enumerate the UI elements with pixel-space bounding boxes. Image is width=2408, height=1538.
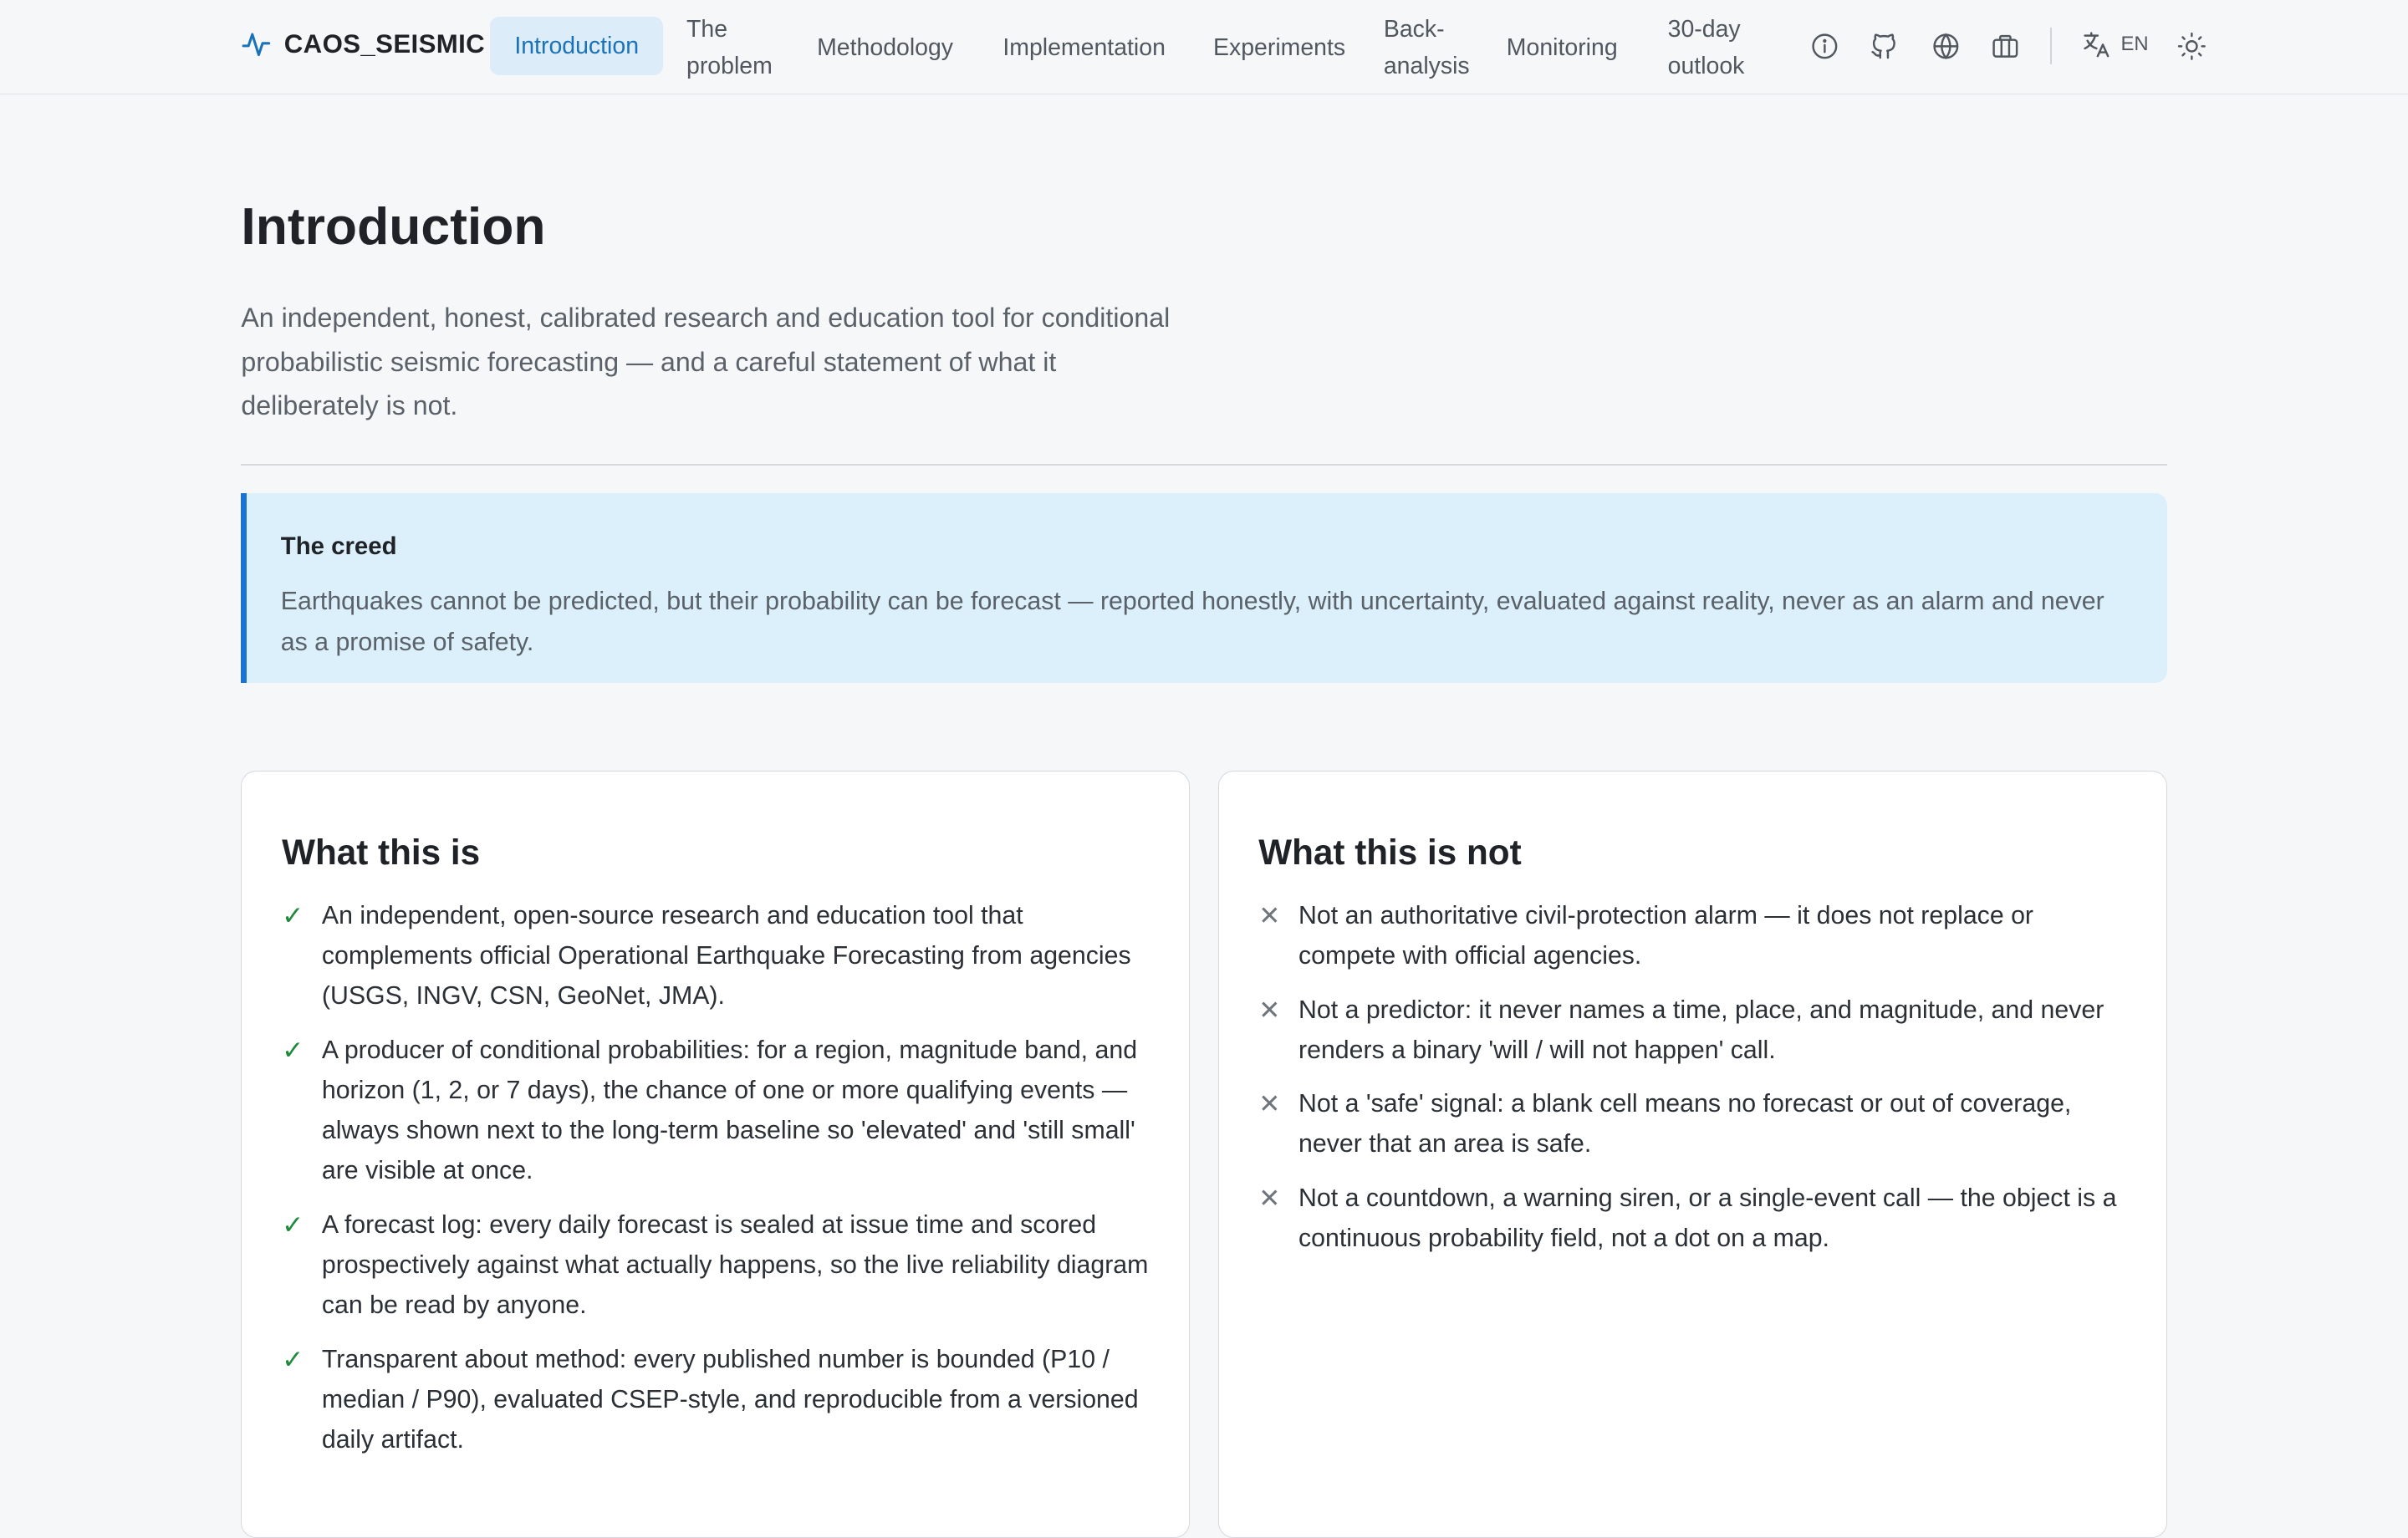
creed-callout [241,493,2166,684]
pulse-icon [241,29,272,60]
list-item [1258,991,2128,1071]
page-title: Introduction [241,197,546,257]
creed-text: Earthquakes cannot be predicted, but their probability can be forecast — reported honestly, with uncertainty, evaluated against reality, never as an alarm and never as a promise of safety. [280,588,2104,656]
language-code: EN [2120,33,2149,56]
github-icon [1869,31,1900,62]
card-title: What this is not [1258,833,1522,873]
what-this-is-not-card [1218,771,2167,1538]
tab-30-day-outlook[interactable] [1668,11,1745,84]
info-icon [1809,31,1840,62]
tab-introduction[interactable] [490,17,664,75]
tab-back-analysis[interactable] [1384,11,1470,84]
tab-monitoring[interactable] [1507,29,1618,66]
brand-name: CAOS_SEISMIC [283,29,486,59]
language-switcher[interactable] [2081,29,2149,60]
what-this-is-card [241,771,1190,1538]
tab-label-line: The [686,15,728,43]
check-icon: ✓ [282,900,304,930]
check-icon: ✓ [282,1035,304,1065]
globe-button[interactable] [1929,29,1962,63]
tab-implementation[interactable] [1002,29,1166,66]
briefcase-button[interactable] [1989,29,2023,63]
list-item-text: Not a countdown, a warning siren, or a single-event call — the object is a continuous probability field, not a dot on a map. [1298,1184,2117,1253]
list-item-text: Transparent about method: every published number is bounded (P10 / median / P90), evaluated CSEP-style, and reproducible from a versioned daily artifact. [321,1345,1139,1454]
tab-label: Methodology [817,33,954,61]
top-navbar [0,0,2408,94]
list-item [1258,1084,2128,1164]
list-item-text: Not a 'safe' signal: a blank cell means no forecast or out of coverage, never that an area is safe. [1298,1090,2072,1159]
sun-icon [2176,31,2207,62]
tab-methodology[interactable] [817,29,953,66]
translate-icon [2081,29,2112,60]
tab-label: Introduction [514,33,640,60]
tab-label-line: problem [686,52,773,79]
theme-toggle[interactable] [2175,29,2208,63]
check-icon: ✓ [282,1344,304,1374]
divider [241,464,2166,466]
list-item [282,1031,1151,1192]
info-button[interactable] [1808,29,1841,63]
briefcase-icon [1990,31,2021,62]
what-this-is-list [282,896,1151,1474]
cross-icon: ✕ [1258,995,1281,1025]
page-lead: An independent, honest, calibrated research and education tool for conditional probabilistic seismic forecasting — and a careful statement of what it deliberately is not. [241,303,1171,421]
cross-icon: ✕ [1258,1184,1281,1214]
nav-divider [2050,28,2052,64]
list-item [1258,1179,2128,1259]
list-item [282,896,1151,1016]
tab-the-problem[interactable] [686,11,773,84]
list-item-text: A producer of conditional probabilities: for a region, magnitude band, and horizon (1, 2, or 7 days), the chance of one or more qualifying events — always shown next to the long-term baseline so 'elevated' and 'still small' are visible at once. [321,1036,1138,1185]
list-item [1258,896,2128,976]
tab-label-line: 30-day [1667,15,1741,43]
list-item-text: A forecast log: every daily forecast is sealed at issue time and scored prospectively against what actually happens, so the live reliability diagram can be read by anyone. [321,1210,1149,1319]
tab-experiments[interactable] [1213,29,1345,66]
tab-label: Experiments [1212,33,1346,61]
github-button[interactable] [1867,29,1900,63]
what-this-is-not-list [1258,896,2128,1273]
card-title: What this is [282,833,481,873]
tab-label: Monitoring [1506,33,1618,61]
list-item-text: Not an authoritative civil-protection alarm — it does not replace or compete with official agencies. [1298,901,2034,970]
list-item-text: Not a predictor: it never names a time, place, and magnitude, and never renders a binary 'will / will not happen' call. [1298,996,2104,1064]
cross-icon: ✕ [1258,900,1281,930]
creed-title: The creed [280,532,397,561]
list-item [282,1205,1151,1326]
tab-label-line: Back- [1383,15,1445,43]
check-icon: ✓ [282,1210,304,1240]
cross-icon: ✕ [1258,1089,1281,1119]
list-item-text: An independent, open-source research and education tool that complements official Operational Earthquake Forecasting from agencies (USGS, INGV, CSN, GeoNet, JMA). [321,901,1131,1011]
tab-label-line: analysis [1383,52,1470,79]
list-item [282,1340,1151,1460]
tab-label-line: outlook [1667,52,1745,79]
brand[interactable] [241,29,485,60]
tab-label: Implementation [1002,33,1166,61]
globe-icon [1931,31,1962,62]
